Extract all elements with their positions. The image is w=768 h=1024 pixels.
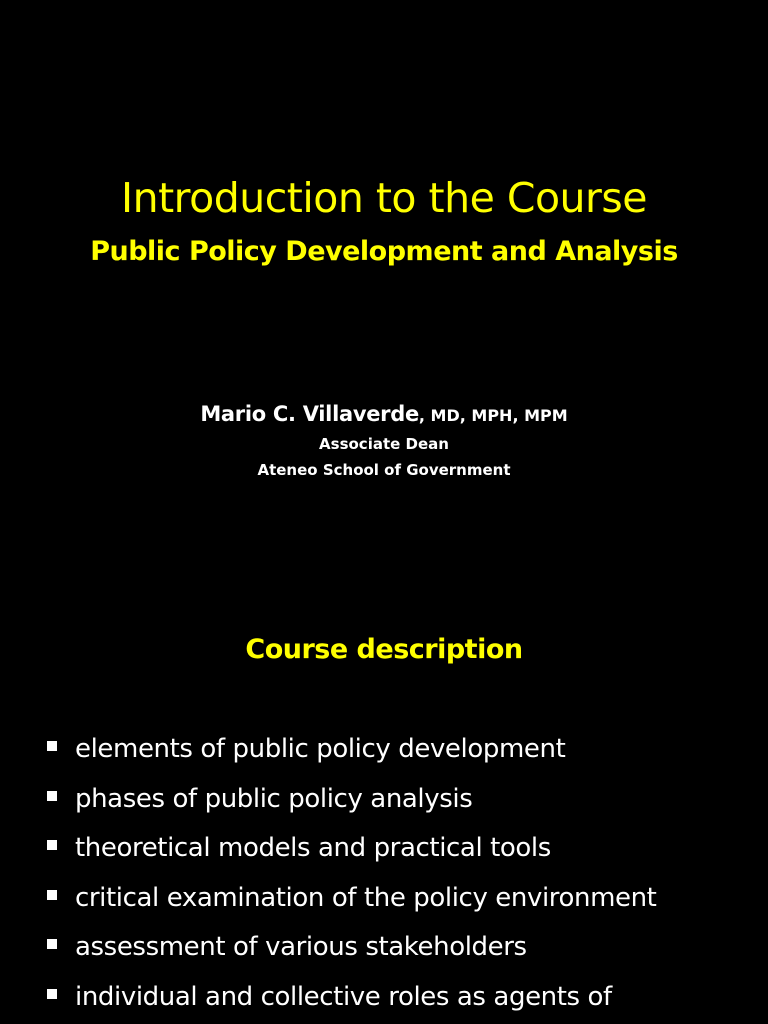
author-role: Associate Dean [319, 435, 449, 453]
slide-subtitle: Public Policy Development and Analysis [90, 236, 678, 267]
square-bullet-icon [47, 939, 57, 949]
bullet-text: elements of public policy development [75, 734, 566, 764]
author-line [0, 396, 768, 434]
author-credentials: , MD, MPH, MPM [418, 406, 568, 425]
bullet-text: theoretical models and practical tools [75, 833, 551, 863]
bullet-text: individual and collective roles as agents of [75, 981, 612, 1012]
section-heading: Course description [245, 634, 523, 665]
author-organization: Ateneo School of Government [257, 461, 511, 479]
author-name: Mario C. Villaverde [200, 402, 419, 426]
square-bullet-icon [47, 791, 57, 801]
bullet-text: assessment of various stakeholders [75, 932, 527, 962]
bullet-text: phases of public policy analysis [75, 783, 473, 814]
slide-title: Introduction to the Course [121, 174, 647, 222]
bullet-item [44, 925, 754, 975]
square-bullet-icon [47, 741, 57, 751]
bullet-item [44, 727, 754, 777]
square-bullet-icon [47, 840, 57, 850]
bullet-list [44, 727, 754, 1024]
bullet-item [44, 876, 754, 926]
bullet-item [44, 975, 754, 1024]
bullet-item [44, 777, 754, 827]
square-bullet-icon [47, 890, 57, 900]
bullet-text: critical examination of the policy environment [75, 882, 657, 913]
square-bullet-icon [47, 989, 57, 999]
bullet-item [44, 826, 754, 876]
